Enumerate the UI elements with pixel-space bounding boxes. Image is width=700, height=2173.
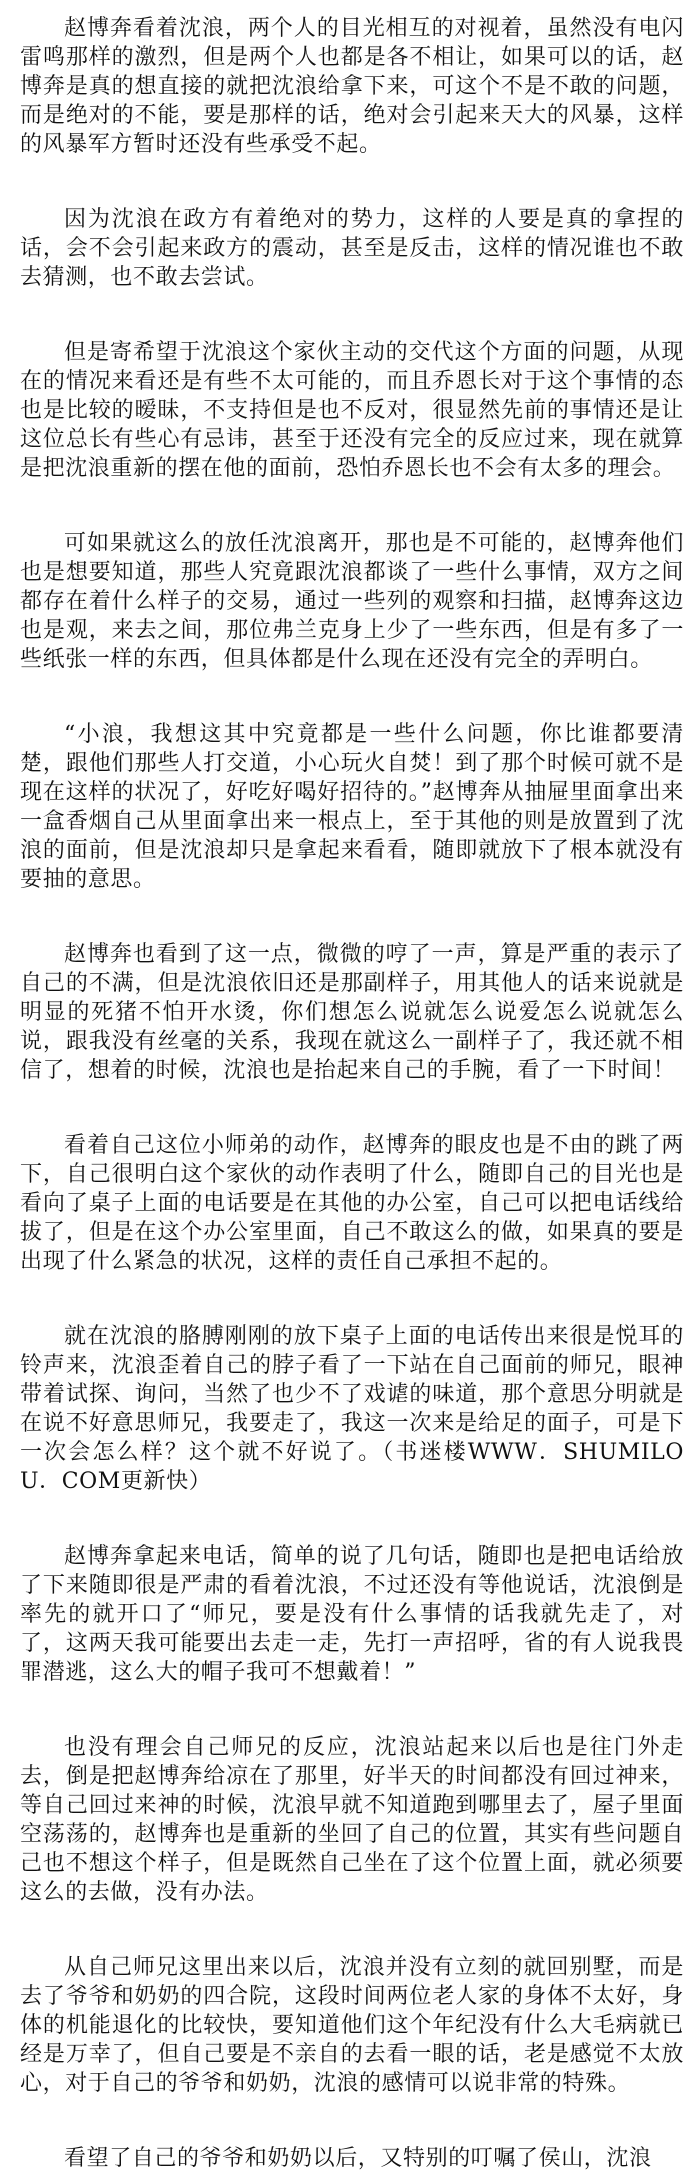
paragraph: 从自己师兄这里出来以后，沈浪并没有立刻的就回别墅，而是去了爷爷和奶奶的四合院，这段时间两位老人家的身体不太好，身体的机能退化的比较快，要知道他们这个年纪没有什么大毛病就已经是万幸了，但自己要是不亲自的去看一眼的话，老是感觉不太放心，对于自己的爷爷和奶奶，沈浪的感情可以说非常的特殊。 <box>20 1955 684 2096</box>
paragraph: 就在沈浪的胳膊刚刚的放下桌子上面的电话传出来很是悦耳的铃声来，沈浪歪着自己的脖子看了一下站在自己面前的师兄，眼神带着试探、询问，当然了也少不了戏谑的味道，那个意思分明就是在说不好意思师兄，我要走了，我这一次来是给足的面子，可是下一次会怎么样？这个就不好说了。（书迷楼WWW．SHUMILOU．COM更新快） <box>20 1324 684 1494</box>
paragraph: 赵博奔看着沈浪，两个人的目光相互的对视着，虽然没有电闪雷鸣那样的激烈，但是两个人也都是各不相让，如果可以的话，赵博奔是真的想直接的就把沈浪给拿下来，可这个不是不敢的问题，而是绝对的不能，要是那样的话，绝对会引起来天大的风暴，这样的风暴军方暂时还没有些承受不起。 <box>20 16 684 157</box>
paragraph: 看着自己这位小师弟的动作，赵博奔的眼皮也是不由的跳了两下，自己很明白这个家伙的动作表明了什么，随即自己的目光也是看向了桌子上面的电话要是在其他的办公室，自己可以把电话线给拔了，但是在这个办公室里面，自己不敢这么的做，如果真的要是出现了什么紧急的状况，这样的责任自己承担不起的。 <box>20 1133 684 1274</box>
paragraph: 看望了自己的爷爷和奶奶以后，又特别的叮嘱了侯山，沈浪 <box>64 2146 652 2171</box>
paragraph: 因为沈浪在政方有着绝对的势力，这样的人要是真的拿捏的话，会不会引起来政方的震动，甚至是反击，这样的情况谁也不敢去猜测，也不敢去尝试。 <box>20 207 684 290</box>
article-body <box>20 14 684 2173</box>
paragraph: “小浪，我想这其中究竟都是一些什么问题，你比谁都要清楚，跟他们那些人打交道，小心玩火自焚！到了那个时候可就不是现在这样的状况了，好吃好喝好招待的。”赵博奔从抽屉里面拿出来一盒香烟自己从里面拿出来一根点上，至于其他的则是放置到了沈浪的面前，但是沈浪却只是拿起来看看，随即就放下了根本就没有要抽的意思。 <box>20 722 684 892</box>
paragraph: 赵博奔也看到了这一点，微微的哼了一声，算是严重的表示了自己的不满，但是沈浪依旧还是那副样子，用其他人的话来说就是明显的死猪不怕开水烫，你们想怎么说就怎么说爱怎么说就怎么说，跟我没有丝毫的关系，我现在就这么一副样子了，我还就不相信了，想着的时候，沈浪也是抬起来自己的手腕，看了一下时间！ <box>20 942 684 1083</box>
paragraph: 可如果就这么的放任沈浪离开，那也是不可能的，赵博奔他们也是想要知道，那些人究竟跟沈浪都谈了一些什么事情，双方之间都存在着什么样子的交易，通过一些列的观察和扫描，赵博奔这边也是观，来去之间，那位弗兰克身上少了一些东西，但是有多了一些纸张一样的东西，但具体都是什么现在还没有完全的弄明白。 <box>20 531 684 672</box>
paragraph: 赵博奔拿起来电话，简单的说了几句话，随即也是把电话给放了下来随即很是严肃的看着沈浪，不过还没有等他说话，沈浪倒是率先的就开口了“师兄，要是没有什么事情的话我就先走了，对了，这两天我可能要出去走一走，先打一声招呼，省的有人说我畏罪潜逃，这么大的帽子我可不想戴着！” <box>20 1544 684 1685</box>
paragraph: 但是寄希望于沈浪这个家伙主动的交代这个方面的问题，从现在的情况来看还是有些不太可能的，而且乔恩长对于这个事情的态也是比较的暧昧，不支持但是也不反对，很显然先前的事情还是让这位总长有些心有忌讳，甚至于还没有完全的反应过来，现在就算是把沈浪重新的摆在他的面前，恐怕乔恩长也不会有太多的理会。 <box>20 340 684 481</box>
paragraph: 也没有理会自己师兄的反应，沈浪站起来以后也是往门外走去，倒是把赵博奔给凉在了那里，好半天的时间都没有回过神来，等自己回过来神的时候，沈浪早就不知道跑到哪里去了，屋子里面空荡荡的，赵博奔也是重新的坐回了自己的位置，其实有些问题自己也不想这个样子，但是既然自己坐在了这个位置上面，就必须要这么的去做，没有办法。 <box>20 1735 684 1905</box>
